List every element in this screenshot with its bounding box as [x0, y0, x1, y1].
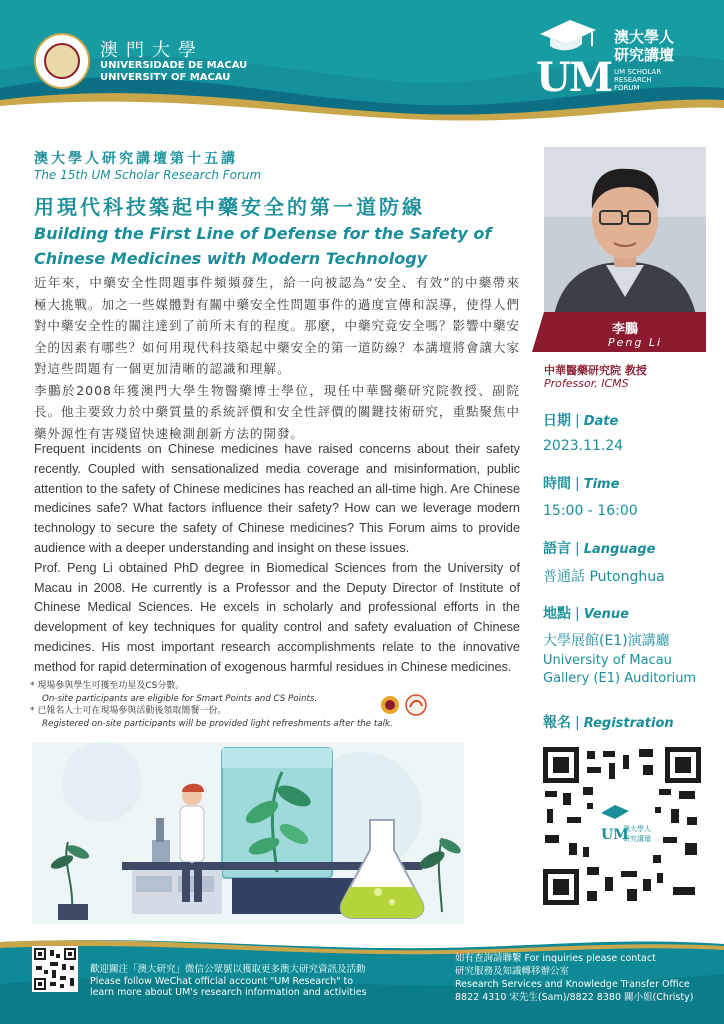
abstract-en: [34, 440, 520, 678]
registration-qr-code[interactable]: [543, 747, 701, 905]
contact-line-4: 8822 4310 宋先生(Sam)/8822 8380 關小姐(Christy): [455, 992, 694, 1003]
follow-en-1: Please follow WeChat official account "UM Research" to: [90, 975, 354, 987]
language-value: 普通話 Putonghua: [543, 569, 665, 585]
footer-contact: [455, 952, 723, 1004]
speaker-name-en: Peng Li: [608, 336, 663, 349]
university-name-pt: UNIVERSIDADE DE MACAU: [100, 60, 248, 71]
note-points-en: On-site participants are eligible for Smart Points and CS Points.: [42, 693, 318, 704]
forum-logo-en: UM SCHOLAR RESEARCH FORUM: [614, 68, 662, 92]
footer-follow-text: [90, 964, 430, 999]
speaker-portrait-icon: [544, 147, 706, 315]
venue-label: 地點 | Venue: [543, 606, 629, 622]
venue-value-en-1: University of Macau: [543, 653, 672, 668]
forum-logo-mark: UM: [536, 54, 612, 101]
svg-text:研究講壇: 研究講壇: [623, 835, 651, 843]
speaker-title-en: Professor, ICMS: [544, 377, 629, 390]
registration-label: 報名 | Registration: [543, 715, 674, 731]
forum-logo: [530, 12, 710, 102]
points-badges-icon: [380, 694, 436, 716]
venue-value-en-2: Gallery (E1) Auditorium: [543, 671, 697, 686]
language-label: 語言 | Language: [543, 541, 656, 557]
abstract-cn-paragraph: 近年來，中藥安全性問題事件頻頻發生，給一向被認為“安全、有效”的中藥帶來極大挑戰。加之一些媒體對有關中藥安全性問題事件的過度宣傳和誤導，使得人們對中藥安全性的關注達到了前所未有的程度。那麼，中藥究竟安全嗎？影響中藥安全的因素有哪些？如何用現代科技築起中藥安全的第一道防線？本講壇將會讓大家對這些問題有一個更加清晰的認識和理解。: [34, 275, 521, 376]
bio-cn-paragraph: 李鵬於2008年獲澳門大學生物醫藥博士學位，現任中華醫藥研究院教授、副院長。他主要致力於中藥質量的系統評價和安全性評價的關鍵技術研究，重點聚焦中藥外源性有害殘留快速檢測創新方法的開發。: [34, 382, 521, 441]
note-refreshments-en: Registered on-site participants will be provided light refreshments after the talk.: [42, 718, 393, 729]
university-name-cn: 澳門大學: [100, 40, 204, 61]
talk-title-en: Building the First Line of Defense for the Safety of Chinese Medicines with Modern Technology: [34, 224, 492, 268]
follow-cn: 歡迎關注「澳大研究」微信公眾號以獲取更多澳大研究資訊及活動: [90, 964, 366, 975]
talk-title-cn: 用現代科技築起中藥安全的第一道防線: [34, 195, 425, 219]
contact-line-2: 研究服務及知識轉移辦公室: [455, 966, 570, 977]
graduation-cap-icon: [536, 16, 598, 54]
series-title-cn: 澳大學人研究講壇第十五講: [34, 151, 238, 167]
note-points-cn: * 現場參與學生可獲至功星及CS分數。: [30, 681, 185, 691]
wechat-qr-code[interactable]: [32, 946, 78, 992]
abstract-en-paragraph: Frequent incidents on Chinese medicines have raised concerns about their safety recently. Coupled with sensationalized media coverage and misinformation, public attention to the safety of Chinese medicines has reached an all-time high. Are Chinese medicines safe? What factors influence their safety? How can we leverage modern technology to secure the safety of Chinese medicines? This Forum aims to provide audience with a deeper understanding and insight on these issues.: [34, 442, 520, 555]
series-title-en: The 15th UM Scholar Research Forum: [34, 168, 262, 182]
svg-text:澳大學人: 澳大學人: [623, 825, 651, 833]
speaker-name-cn: 李鵬: [612, 322, 639, 337]
laboratory-illustration: [32, 742, 464, 924]
header-banner: [0, 0, 724, 122]
time-value: 15:00 - 16:00: [543, 503, 638, 519]
university-name-en: UNIVERSITY OF MACAU: [100, 72, 231, 83]
contact-line-3: Research Services and Knowledge Transfer Office: [455, 979, 690, 990]
speaker-photo: [544, 147, 706, 315]
time-label: 時間 | Time: [543, 476, 620, 492]
svg-text:UM: UM: [601, 827, 629, 843]
bio-en-paragraph: Prof. Peng Li obtained PhD degree in Biomedical Sciences from the University of Macau in 2008. He currently is a Professor and the Deputy Director of Institute of Chinese Medical Sciences. He excels in scholarly and professional efforts in the development of key techniques for quality control and safety evaluation of Chinese medicines. His most important research accomplishments relate to the innovative method for rapid determination of exogenous harmful residues in Chinese medicines.: [34, 560, 520, 674]
note-refreshments-cn: * 已報名人士可在現場參與活動後領取簡餐一份。: [30, 706, 227, 716]
date-label: 日期 | Date: [543, 413, 619, 429]
abstract-cn: [34, 272, 520, 444]
contact-line-1: 如有查詢請聯繫 For inquiries please contact: [455, 953, 656, 964]
venue-value-cn: 大學展館(E1)演講廳: [543, 633, 670, 649]
forum-logo-cn: 澳大學人 研究講壇: [614, 28, 675, 64]
follow-en-2: learn more about UM's research information and activities: [90, 987, 367, 998]
speaker-title-cn: 中華醫藥研究院 教授: [544, 364, 647, 377]
date-value: 2023.11.24: [543, 438, 624, 454]
university-crest-icon: [34, 33, 90, 89]
